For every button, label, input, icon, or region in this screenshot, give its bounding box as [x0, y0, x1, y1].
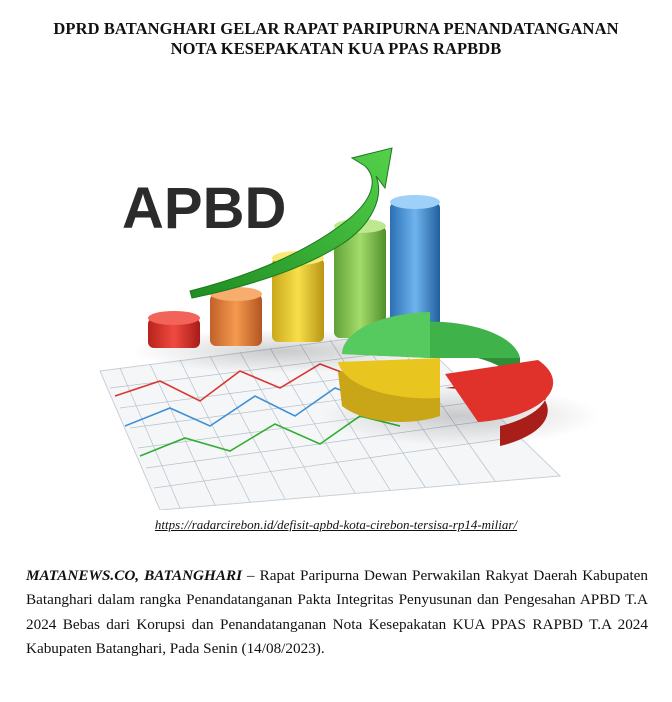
bar-red [148, 311, 200, 348]
body-paragraph: – Rapat Paripurna Dewan Perwakilan Rakyat Daerah Kabupaten Batanghari dalam rangka Penandatanganan Pakta Integritas Penyusunan dan Pengesahan APBD T.A 2024 Bebas dari Korupsi dan Penandatanganan Nota Kesepakatan KUA PPAS RAPBD T.A 2024 Kabupaten Batanghari, Pada Senin (14/08/2023). [26, 567, 649, 658]
image-source-link[interactable]: https://radarcirebon.id/defisit-apbd-kota-cirebon-tersisa-rp14-miliar/ [154, 517, 518, 532]
apbd-illustration [80, 126, 650, 510]
article-title-line-1: DPRD BATANGHARI GELAR RAPAT PARIPURNA PENANDATANGANAN [53, 19, 619, 38]
article-title-line-2: NOTA KESEPAKATAN KUA PPAS RAPBDB [170, 39, 502, 58]
image-caption [0, 517, 672, 533]
apbd-overlay-text: APBD [122, 176, 287, 241]
dateline: MATANEWS.CO, BATANGHARI [26, 567, 243, 584]
article-title [20, 19, 652, 59]
article-body [26, 564, 648, 662]
bar-orange [210, 287, 262, 346]
